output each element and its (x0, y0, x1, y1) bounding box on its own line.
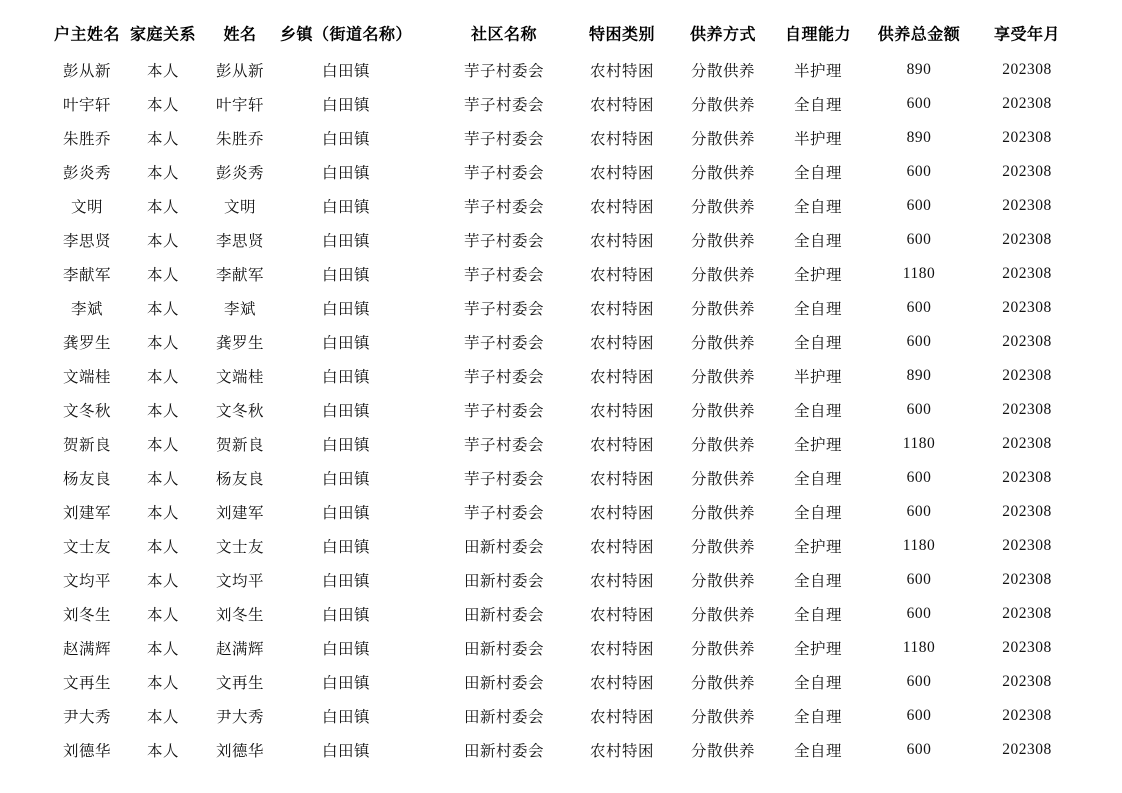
cell-hardship-category: 农村特困 (589, 63, 655, 80)
table-row (0, 529, 1122, 563)
cell-benefit-period: 202308 (1002, 197, 1052, 214)
cell-community-name: 芋子村委会 (463, 335, 545, 352)
cell-hardship-category: 农村特困 (589, 641, 655, 658)
cell-family-relationship: 本人 (146, 199, 180, 216)
cell-hardship-category: 农村特困 (589, 573, 655, 590)
cell-support-total-amount: 600 (906, 707, 932, 724)
cell-family-relationship: 本人 (146, 505, 180, 522)
cell-benefit-period: 202308 (1002, 163, 1052, 180)
cell-family-relationship: 本人 (146, 607, 180, 624)
cell-person-name: 文再生 (215, 675, 265, 692)
table-row (0, 257, 1122, 291)
cell-community-name: 芋子村委会 (463, 369, 545, 386)
cell-person-name: 龚罗生 (215, 335, 265, 352)
cell-benefit-period: 202308 (1002, 469, 1052, 486)
cell-hardship-category: 农村特困 (589, 743, 655, 760)
column-header-support-method: 供养方式 (689, 26, 757, 44)
cell-support-total-amount: 600 (906, 231, 932, 248)
cell-township: 白田镇 (321, 97, 371, 114)
cell-self-care-ability: 全自理 (793, 301, 843, 318)
cell-support-total-amount: 600 (906, 469, 932, 486)
cell-support-total-amount: 600 (906, 197, 932, 214)
cell-support-method: 分散供养 (690, 743, 756, 760)
cell-householder-name: 尹大秀 (62, 709, 112, 726)
cell-family-relationship: 本人 (146, 233, 180, 250)
cell-support-method: 分散供养 (690, 233, 756, 250)
cell-self-care-ability: 全自理 (793, 675, 843, 692)
cell-support-total-amount: 600 (906, 503, 932, 520)
table-row (0, 631, 1122, 665)
cell-support-total-amount: 600 (906, 673, 932, 690)
cell-self-care-ability: 半护理 (793, 63, 843, 80)
cell-support-total-amount: 600 (906, 333, 932, 350)
cell-hardship-category: 农村特困 (589, 403, 655, 420)
cell-benefit-period: 202308 (1002, 707, 1052, 724)
cell-householder-name: 文再生 (62, 675, 112, 692)
cell-self-care-ability: 半护理 (793, 369, 843, 386)
cell-township: 白田镇 (321, 675, 371, 692)
cell-community-name: 芋子村委会 (463, 165, 545, 182)
table-row (0, 223, 1122, 257)
cell-support-method: 分散供养 (690, 573, 756, 590)
column-header-township: 乡镇（街道名称） (279, 26, 413, 44)
cell-hardship-category: 农村特困 (589, 301, 655, 318)
cell-person-name: 文士友 (215, 539, 265, 556)
cell-person-name: 杨友良 (215, 471, 265, 488)
cell-hardship-category: 农村特困 (589, 233, 655, 250)
cell-support-method: 分散供养 (690, 267, 756, 284)
cell-support-method: 分散供养 (690, 335, 756, 352)
cell-self-care-ability: 全护理 (793, 267, 843, 284)
cell-benefit-period: 202308 (1002, 61, 1052, 78)
cell-support-method: 分散供养 (690, 165, 756, 182)
table-row (0, 53, 1122, 87)
cell-community-name: 芋子村委会 (463, 437, 545, 454)
column-header-family-relationship: 家庭关系 (129, 26, 197, 44)
cell-householder-name: 文端桂 (62, 369, 112, 386)
cell-hardship-category: 农村特困 (589, 131, 655, 148)
cell-self-care-ability: 全自理 (793, 335, 843, 352)
cell-householder-name: 彭从新 (62, 63, 112, 80)
cell-family-relationship: 本人 (146, 573, 180, 590)
cell-township: 白田镇 (321, 471, 371, 488)
cell-benefit-period: 202308 (1002, 95, 1052, 112)
column-header-self-care-ability: 自理能力 (784, 26, 852, 44)
cell-householder-name: 文冬秋 (62, 403, 112, 420)
cell-householder-name: 文明 (70, 199, 104, 216)
cell-support-method: 分散供养 (690, 607, 756, 624)
cell-community-name: 芋子村委会 (463, 233, 545, 250)
cell-township: 白田镇 (321, 267, 371, 284)
cell-support-method: 分散供养 (690, 505, 756, 522)
cell-township: 白田镇 (321, 641, 371, 658)
cell-self-care-ability: 全自理 (793, 709, 843, 726)
cell-hardship-category: 农村特困 (589, 267, 655, 284)
table-row (0, 597, 1122, 631)
cell-township: 白田镇 (321, 403, 371, 420)
cell-benefit-period: 202308 (1002, 401, 1052, 418)
table-row (0, 427, 1122, 461)
table-row (0, 121, 1122, 155)
cell-township: 白田镇 (321, 607, 371, 624)
cell-benefit-period: 202308 (1002, 129, 1052, 146)
cell-community-name: 芋子村委会 (463, 471, 545, 488)
cell-support-total-amount: 1180 (902, 265, 936, 282)
cell-person-name: 尹大秀 (215, 709, 265, 726)
cell-support-method: 分散供养 (690, 437, 756, 454)
cell-family-relationship: 本人 (146, 63, 180, 80)
cell-support-method: 分散供养 (690, 131, 756, 148)
cell-support-method: 分散供养 (690, 301, 756, 318)
table-row (0, 461, 1122, 495)
cell-support-total-amount: 890 (906, 61, 932, 78)
cell-family-relationship: 本人 (146, 743, 180, 760)
cell-support-total-amount: 600 (906, 163, 932, 180)
cell-township: 白田镇 (321, 335, 371, 352)
cell-community-name: 田新村委会 (463, 641, 545, 658)
cell-householder-name: 刘建军 (62, 505, 112, 522)
cell-self-care-ability: 全自理 (793, 471, 843, 488)
cell-hardship-category: 农村特困 (589, 607, 655, 624)
cell-community-name: 芋子村委会 (463, 403, 545, 420)
cell-self-care-ability: 全自理 (793, 403, 843, 420)
table-row (0, 291, 1122, 325)
cell-township: 白田镇 (321, 573, 371, 590)
table-row (0, 699, 1122, 733)
table-row (0, 393, 1122, 427)
cell-family-relationship: 本人 (146, 369, 180, 386)
cell-family-relationship: 本人 (146, 403, 180, 420)
cell-support-method: 分散供养 (690, 675, 756, 692)
cell-self-care-ability: 全自理 (793, 607, 843, 624)
cell-township: 白田镇 (321, 369, 371, 386)
cell-family-relationship: 本人 (146, 267, 180, 284)
cell-support-total-amount: 1180 (902, 435, 936, 452)
cell-person-name: 朱胜乔 (215, 131, 265, 148)
cell-hardship-category: 农村特困 (589, 437, 655, 454)
cell-township: 白田镇 (321, 539, 371, 556)
cell-benefit-period: 202308 (1002, 503, 1052, 520)
cell-family-relationship: 本人 (146, 165, 180, 182)
cell-person-name: 刘建军 (215, 505, 265, 522)
cell-support-method: 分散供养 (690, 63, 756, 80)
table-row (0, 563, 1122, 597)
cell-township: 白田镇 (321, 743, 371, 760)
cell-person-name: 刘德华 (215, 743, 265, 760)
cell-support-method: 分散供养 (690, 709, 756, 726)
cell-self-care-ability: 全护理 (793, 437, 843, 454)
cell-community-name: 芋子村委会 (463, 97, 545, 114)
cell-community-name: 芋子村委会 (463, 63, 545, 80)
cell-person-name: 李思贤 (215, 233, 265, 250)
cell-householder-name: 杨友良 (62, 471, 112, 488)
cell-support-method: 分散供养 (690, 369, 756, 386)
cell-householder-name: 贺新良 (62, 437, 112, 454)
cell-person-name: 文端桂 (215, 369, 265, 386)
cell-person-name: 刘冬生 (215, 607, 265, 624)
cell-community-name: 芋子村委会 (463, 267, 545, 284)
cell-township: 白田镇 (321, 437, 371, 454)
cell-township: 白田镇 (321, 505, 371, 522)
cell-support-method: 分散供养 (690, 471, 756, 488)
cell-person-name: 文冬秋 (215, 403, 265, 420)
cell-householder-name: 龚罗生 (62, 335, 112, 352)
cell-support-method: 分散供养 (690, 403, 756, 420)
cell-person-name: 彭炎秀 (215, 165, 265, 182)
cell-community-name: 田新村委会 (463, 607, 545, 624)
cell-community-name: 芋子村委会 (463, 199, 545, 216)
cell-support-total-amount: 600 (906, 741, 932, 758)
cell-self-care-ability: 半护理 (793, 131, 843, 148)
cell-family-relationship: 本人 (146, 437, 180, 454)
cell-family-relationship: 本人 (146, 335, 180, 352)
cell-support-total-amount: 1180 (902, 537, 936, 554)
column-header-community-name: 社区名称 (470, 26, 538, 44)
column-header-support-total-amount: 供养总金额 (877, 26, 961, 44)
cell-householder-name: 彭炎秀 (62, 165, 112, 182)
cell-benefit-period: 202308 (1002, 605, 1052, 622)
cell-benefit-period: 202308 (1002, 639, 1052, 656)
cell-person-name: 赵满辉 (215, 641, 265, 658)
cell-support-method: 分散供养 (690, 539, 756, 556)
cell-benefit-period: 202308 (1002, 673, 1052, 690)
cell-hardship-category: 农村特困 (589, 97, 655, 114)
cell-hardship-category: 农村特困 (589, 369, 655, 386)
cell-householder-name: 文均平 (62, 573, 112, 590)
cell-support-method: 分散供养 (690, 199, 756, 216)
cell-benefit-period: 202308 (1002, 435, 1052, 452)
table-row (0, 665, 1122, 699)
table-row (0, 155, 1122, 189)
cell-benefit-period: 202308 (1002, 367, 1052, 384)
cell-family-relationship: 本人 (146, 641, 180, 658)
cell-support-total-amount: 600 (906, 95, 932, 112)
cell-person-name: 文均平 (215, 573, 265, 590)
cell-householder-name: 赵满辉 (62, 641, 112, 658)
cell-hardship-category: 农村特困 (589, 199, 655, 216)
cell-self-care-ability: 全自理 (793, 97, 843, 114)
cell-hardship-category: 农村特困 (589, 539, 655, 556)
cell-support-total-amount: 600 (906, 571, 932, 588)
cell-community-name: 田新村委会 (463, 539, 545, 556)
table-row (0, 87, 1122, 121)
cell-householder-name: 朱胜乔 (62, 131, 112, 148)
cell-person-name: 李斌 (223, 301, 257, 318)
cell-township: 白田镇 (321, 165, 371, 182)
cell-family-relationship: 本人 (146, 471, 180, 488)
cell-benefit-period: 202308 (1002, 299, 1052, 316)
cell-township: 白田镇 (321, 131, 371, 148)
cell-support-total-amount: 890 (906, 129, 932, 146)
cell-township: 白田镇 (321, 63, 371, 80)
cell-person-name: 李献军 (215, 267, 265, 284)
cell-support-method: 分散供养 (690, 97, 756, 114)
cell-person-name: 贺新良 (215, 437, 265, 454)
cell-hardship-category: 农村特困 (589, 165, 655, 182)
cell-benefit-period: 202308 (1002, 333, 1052, 350)
cell-self-care-ability: 全自理 (793, 573, 843, 590)
cell-hardship-category: 农村特困 (589, 335, 655, 352)
cell-person-name: 叶宇轩 (215, 97, 265, 114)
table-row (0, 495, 1122, 529)
cell-township: 白田镇 (321, 301, 371, 318)
cell-benefit-period: 202308 (1002, 571, 1052, 588)
cell-self-care-ability: 全护理 (793, 539, 843, 556)
cell-self-care-ability: 全自理 (793, 165, 843, 182)
cell-support-total-amount: 600 (906, 401, 932, 418)
cell-community-name: 芋子村委会 (463, 301, 545, 318)
cell-family-relationship: 本人 (146, 301, 180, 318)
cell-township: 白田镇 (321, 233, 371, 250)
table-row (0, 733, 1122, 767)
cell-person-name: 彭从新 (215, 63, 265, 80)
cell-householder-name: 李斌 (70, 301, 104, 318)
cell-self-care-ability: 全自理 (793, 199, 843, 216)
cell-community-name: 田新村委会 (463, 743, 545, 760)
cell-support-total-amount: 890 (906, 367, 932, 384)
cell-self-care-ability: 全护理 (793, 641, 843, 658)
cell-householder-name: 文士友 (62, 539, 112, 556)
table-row (0, 325, 1122, 359)
cell-community-name: 芋子村委会 (463, 505, 545, 522)
cell-support-method: 分散供养 (690, 641, 756, 658)
cell-householder-name: 刘冬生 (62, 607, 112, 624)
cell-hardship-category: 农村特困 (589, 471, 655, 488)
cell-householder-name: 李献军 (62, 267, 112, 284)
cell-self-care-ability: 全自理 (793, 233, 843, 250)
cell-family-relationship: 本人 (146, 675, 180, 692)
cell-person-name: 文明 (223, 199, 257, 216)
cell-township: 白田镇 (321, 709, 371, 726)
cell-benefit-period: 202308 (1002, 741, 1052, 758)
cell-hardship-category: 农村特困 (589, 505, 655, 522)
cell-benefit-period: 202308 (1002, 265, 1052, 282)
cell-family-relationship: 本人 (146, 709, 180, 726)
cell-self-care-ability: 全自理 (793, 505, 843, 522)
cell-hardship-category: 农村特困 (589, 709, 655, 726)
cell-householder-name: 刘德华 (62, 743, 112, 760)
cell-support-total-amount: 1180 (902, 639, 936, 656)
cell-family-relationship: 本人 (146, 97, 180, 114)
column-header-person-name: 姓名 (223, 26, 257, 44)
cell-community-name: 芋子村委会 (463, 131, 545, 148)
cell-self-care-ability: 全自理 (793, 743, 843, 760)
cell-benefit-period: 202308 (1002, 231, 1052, 248)
column-header-householder-name: 户主姓名 (53, 26, 121, 44)
cell-community-name: 田新村委会 (463, 573, 545, 590)
cell-community-name: 田新村委会 (463, 675, 545, 692)
table-row (0, 359, 1122, 393)
cell-family-relationship: 本人 (146, 131, 180, 148)
cell-family-relationship: 本人 (146, 539, 180, 556)
column-header-hardship-category: 特困类别 (588, 26, 656, 44)
table-row (0, 189, 1122, 223)
cell-support-total-amount: 600 (906, 605, 932, 622)
header-row (0, 16, 1122, 50)
cell-support-total-amount: 600 (906, 299, 932, 316)
column-header-benefit-period: 享受年月 (993, 26, 1061, 44)
cell-householder-name: 李思贤 (62, 233, 112, 250)
cell-householder-name: 叶宇轩 (62, 97, 112, 114)
cell-community-name: 田新村委会 (463, 709, 545, 726)
cell-hardship-category: 农村特困 (589, 675, 655, 692)
cell-township: 白田镇 (321, 199, 371, 216)
cell-benefit-period: 202308 (1002, 537, 1052, 554)
